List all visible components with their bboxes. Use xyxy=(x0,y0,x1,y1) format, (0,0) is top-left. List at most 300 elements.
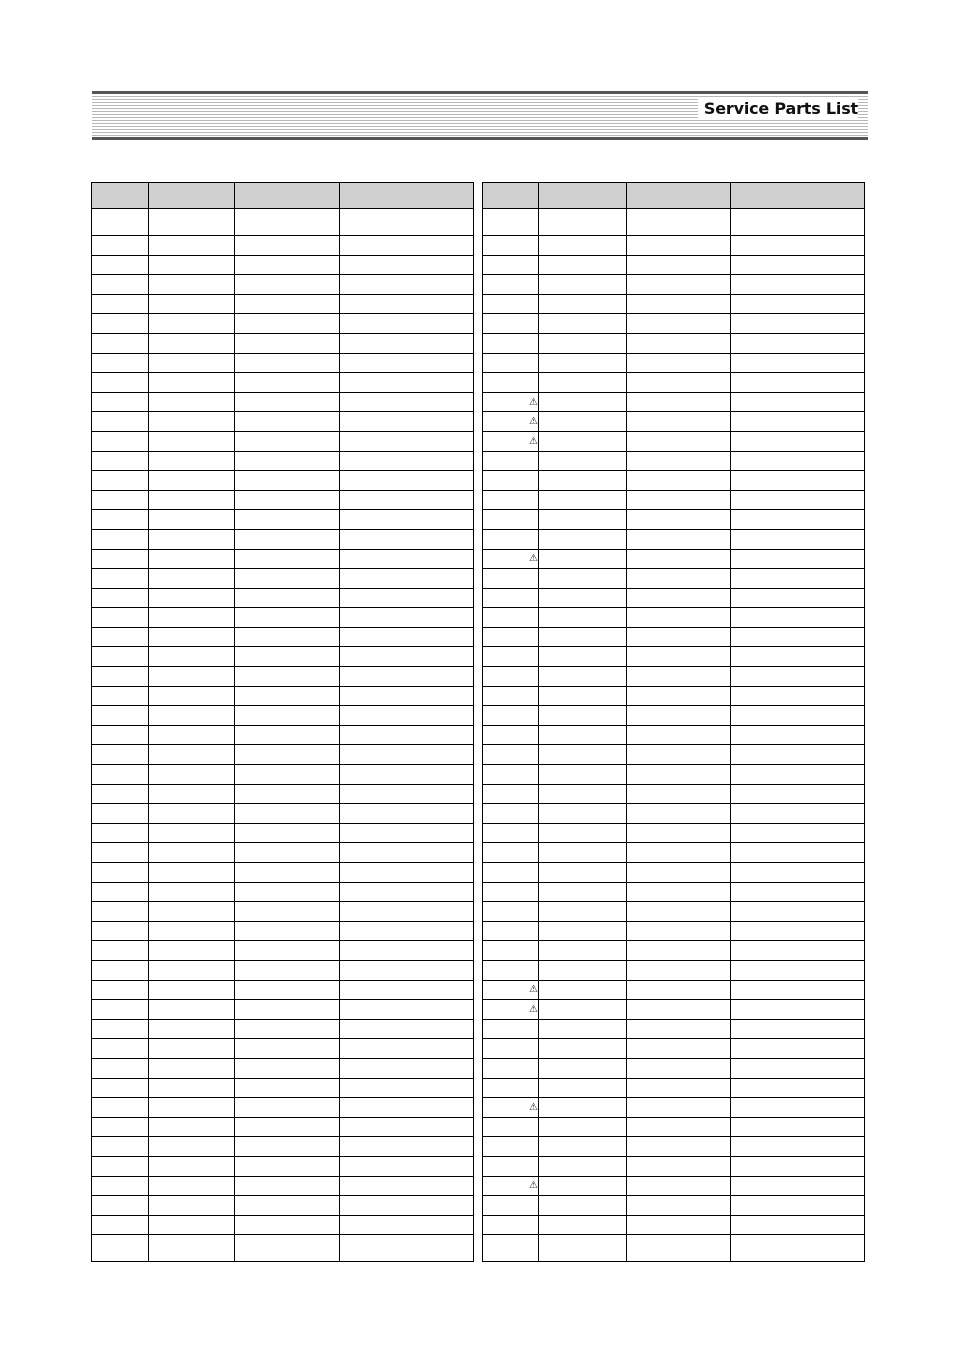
header-cell xyxy=(92,183,149,209)
table-cell xyxy=(340,941,474,961)
table-cell xyxy=(627,627,731,647)
table-row xyxy=(92,843,474,863)
table-cell xyxy=(235,804,340,824)
table-cell xyxy=(92,569,149,589)
table-cell xyxy=(235,1039,340,1059)
table-cell xyxy=(627,1137,731,1157)
table-cell xyxy=(731,588,865,608)
table-cell xyxy=(340,1156,474,1176)
table-cell xyxy=(627,1078,731,1098)
table-cell xyxy=(627,510,731,530)
table-cell xyxy=(731,863,865,883)
table-cell xyxy=(149,471,235,491)
table-row xyxy=(92,921,474,941)
table-cell xyxy=(627,451,731,471)
table-cell xyxy=(483,1078,539,1098)
table-cell xyxy=(483,823,539,843)
table-cell xyxy=(731,1176,865,1196)
table-cell xyxy=(627,471,731,491)
table-cell xyxy=(483,1117,539,1137)
table-cell xyxy=(149,882,235,902)
table-cell xyxy=(483,627,539,647)
table-cell xyxy=(627,863,731,883)
table-cell xyxy=(149,1176,235,1196)
table-cell xyxy=(483,843,539,863)
table-cell xyxy=(149,431,235,451)
table-cell xyxy=(340,529,474,549)
table-row xyxy=(483,647,865,667)
table-row xyxy=(483,431,865,451)
table-cell xyxy=(539,960,627,980)
header-cell xyxy=(149,183,235,209)
table-row xyxy=(92,784,474,804)
table-cell xyxy=(149,725,235,745)
table-cell xyxy=(235,490,340,510)
table-row xyxy=(92,569,474,589)
table-cell xyxy=(149,1000,235,1020)
header-cell xyxy=(340,183,474,209)
table-cell xyxy=(731,745,865,765)
table-cell xyxy=(340,1019,474,1039)
table-cell xyxy=(627,765,731,785)
table-cell xyxy=(92,373,149,393)
table-cell xyxy=(731,921,865,941)
table-cell xyxy=(539,451,627,471)
table-cell xyxy=(539,706,627,726)
table-row xyxy=(92,255,474,275)
table-cell xyxy=(627,209,731,236)
table-cell xyxy=(340,804,474,824)
table-cell xyxy=(235,843,340,863)
table-cell xyxy=(627,1196,731,1216)
table-cell xyxy=(149,1078,235,1098)
table-cell xyxy=(627,529,731,549)
table-cell xyxy=(483,1019,539,1039)
table-cell xyxy=(627,1215,731,1235)
table-cell xyxy=(340,314,474,334)
table-cell xyxy=(731,1078,865,1098)
table-row xyxy=(483,275,865,295)
header-cell xyxy=(539,183,627,209)
table-cell xyxy=(539,745,627,765)
table-cell xyxy=(539,823,627,843)
table-cell xyxy=(731,236,865,256)
table-cell xyxy=(92,255,149,275)
table-cell xyxy=(340,745,474,765)
table-cell xyxy=(539,549,627,569)
table-cell xyxy=(92,1098,149,1118)
table-row xyxy=(92,627,474,647)
table-cell xyxy=(149,490,235,510)
table-cell xyxy=(235,1137,340,1157)
table-cell xyxy=(483,412,539,432)
table-cell xyxy=(340,608,474,628)
table-row xyxy=(483,667,865,687)
table-cell xyxy=(149,921,235,941)
table-cell xyxy=(627,823,731,843)
table-cell xyxy=(483,941,539,961)
parts-table-right-body xyxy=(483,209,865,1262)
warning-triangle-icon: ⚠ xyxy=(529,1101,538,1113)
table-cell xyxy=(627,647,731,667)
table-row xyxy=(92,1000,474,1020)
table-row xyxy=(483,960,865,980)
table-row xyxy=(483,1098,865,1118)
table-cell xyxy=(149,1117,235,1137)
table-cell xyxy=(731,314,865,334)
table-cell xyxy=(539,980,627,1000)
table-cell xyxy=(539,275,627,295)
warning-triangle-icon: ⚠ xyxy=(529,1003,538,1015)
table-cell xyxy=(149,902,235,922)
table-cell xyxy=(627,941,731,961)
table-row xyxy=(92,804,474,824)
table-cell xyxy=(340,549,474,569)
table-cell xyxy=(731,980,865,1000)
table-row xyxy=(92,1235,474,1262)
table-cell xyxy=(539,686,627,706)
table-cell xyxy=(539,353,627,373)
table-cell xyxy=(92,823,149,843)
table-cell xyxy=(235,236,340,256)
table-cell xyxy=(483,510,539,530)
table-row xyxy=(483,1235,865,1262)
table-cell xyxy=(627,412,731,432)
table-row xyxy=(92,980,474,1000)
table-cell xyxy=(149,275,235,295)
warning-triangle-icon: ⚠ xyxy=(529,1180,538,1192)
table-cell xyxy=(92,1215,149,1235)
table-cell xyxy=(539,1117,627,1137)
table-cell xyxy=(731,392,865,412)
table-cell xyxy=(149,686,235,706)
table-cell xyxy=(235,863,340,883)
table-cell xyxy=(731,353,865,373)
table-cell xyxy=(340,451,474,471)
table-cell xyxy=(235,784,340,804)
table-cell xyxy=(483,863,539,883)
table-cell xyxy=(92,392,149,412)
table-cell xyxy=(92,294,149,314)
table-cell xyxy=(539,255,627,275)
table-cell xyxy=(149,1098,235,1118)
table-cell xyxy=(731,275,865,295)
table-cell xyxy=(483,804,539,824)
table-cell xyxy=(483,765,539,785)
table-cell xyxy=(235,431,340,451)
table-cell xyxy=(627,1117,731,1137)
table-cell xyxy=(235,412,340,432)
table-cell xyxy=(539,667,627,687)
table-cell xyxy=(149,647,235,667)
table-cell xyxy=(340,471,474,491)
table-cell xyxy=(483,725,539,745)
table-cell xyxy=(539,1196,627,1216)
table-cell xyxy=(483,569,539,589)
table-cell xyxy=(539,471,627,491)
table-cell xyxy=(483,209,539,236)
table-cell xyxy=(340,373,474,393)
table-cell xyxy=(539,209,627,236)
table-cell xyxy=(340,588,474,608)
table-cell xyxy=(483,706,539,726)
table-row xyxy=(483,823,865,843)
table-cell xyxy=(235,569,340,589)
table-row xyxy=(483,804,865,824)
table-cell xyxy=(235,823,340,843)
table-cell xyxy=(731,1156,865,1176)
table-cell xyxy=(235,471,340,491)
table-cell xyxy=(483,294,539,314)
table-cell xyxy=(483,980,539,1000)
table-cell xyxy=(340,686,474,706)
table-cell xyxy=(235,1117,340,1137)
table-cell xyxy=(627,549,731,569)
table-cell xyxy=(340,1235,474,1262)
table-cell xyxy=(92,784,149,804)
table-row xyxy=(92,510,474,530)
table-cell xyxy=(483,960,539,980)
table-row xyxy=(92,823,474,843)
table-cell xyxy=(539,1058,627,1078)
table-row xyxy=(483,569,865,589)
table-cell xyxy=(627,353,731,373)
table-cell xyxy=(235,941,340,961)
table-cell xyxy=(149,667,235,687)
table-cell xyxy=(340,275,474,295)
table-cell xyxy=(149,569,235,589)
table-cell xyxy=(483,451,539,471)
table-cell xyxy=(483,1196,539,1216)
table-row xyxy=(483,745,865,765)
table-cell xyxy=(235,765,340,785)
table-row xyxy=(92,725,474,745)
table-cell xyxy=(483,275,539,295)
table-cell xyxy=(539,1000,627,1020)
table-cell xyxy=(731,608,865,628)
table-cell xyxy=(149,706,235,726)
table-cell xyxy=(483,373,539,393)
table-cell xyxy=(340,706,474,726)
table-row xyxy=(92,1058,474,1078)
table-cell xyxy=(149,941,235,961)
table-cell xyxy=(235,706,340,726)
table-cell xyxy=(627,1235,731,1262)
table-row xyxy=(92,209,474,236)
table-row xyxy=(92,392,474,412)
table-cell xyxy=(483,333,539,353)
table-cell xyxy=(539,412,627,432)
table-cell xyxy=(539,1215,627,1235)
table-cell xyxy=(731,667,865,687)
table-cell xyxy=(149,209,235,236)
table-row xyxy=(92,941,474,961)
table-row xyxy=(483,209,865,236)
table-cell xyxy=(731,784,865,804)
page-header xyxy=(92,91,868,141)
table-cell xyxy=(92,471,149,491)
table-cell xyxy=(340,980,474,1000)
table-row xyxy=(92,745,474,765)
table-cell xyxy=(731,1058,865,1078)
table-cell xyxy=(92,725,149,745)
table-cell xyxy=(627,1098,731,1118)
table-cell xyxy=(92,1196,149,1216)
table-row xyxy=(483,353,865,373)
table-cell xyxy=(235,686,340,706)
table-cell xyxy=(483,1176,539,1196)
table-cell xyxy=(340,431,474,451)
table-cell xyxy=(539,490,627,510)
table-cell xyxy=(235,1078,340,1098)
table-cell xyxy=(340,490,474,510)
table-row xyxy=(92,902,474,922)
table-row xyxy=(483,255,865,275)
table-cell xyxy=(235,882,340,902)
table-row xyxy=(92,490,474,510)
table-row xyxy=(92,1176,474,1196)
table-cell xyxy=(731,549,865,569)
table-cell xyxy=(539,627,627,647)
table-cell xyxy=(483,1156,539,1176)
table-cell xyxy=(483,314,539,334)
table-cell xyxy=(731,647,865,667)
table-cell xyxy=(340,1098,474,1118)
warning-triangle-icon: ⚠ xyxy=(529,416,538,428)
table-cell xyxy=(627,490,731,510)
warning-triangle-icon: ⚠ xyxy=(529,984,538,996)
table-cell xyxy=(627,333,731,353)
table-cell xyxy=(340,569,474,589)
table-cell xyxy=(627,1176,731,1196)
table-cell xyxy=(340,725,474,745)
table-row xyxy=(92,549,474,569)
table-cell xyxy=(627,706,731,726)
table-cell xyxy=(92,941,149,961)
table-cell xyxy=(340,294,474,314)
table-cell xyxy=(92,745,149,765)
table-cell xyxy=(483,471,539,491)
table-row xyxy=(483,902,865,922)
table-cell xyxy=(340,843,474,863)
table-cell xyxy=(483,549,539,569)
table-cell xyxy=(539,588,627,608)
table-cell xyxy=(340,1000,474,1020)
table-cell xyxy=(235,1098,340,1118)
table-cell xyxy=(731,823,865,843)
table-cell xyxy=(235,392,340,412)
table-cell xyxy=(731,209,865,236)
table-cell xyxy=(149,588,235,608)
table-row xyxy=(483,510,865,530)
table-cell xyxy=(539,647,627,667)
table-cell xyxy=(731,627,865,647)
table-cell xyxy=(92,706,149,726)
table-row xyxy=(92,588,474,608)
table-row xyxy=(92,667,474,687)
table-cell xyxy=(235,960,340,980)
table-cell xyxy=(149,1196,235,1216)
table-cell xyxy=(539,569,627,589)
table-cell xyxy=(483,1098,539,1118)
table-cell xyxy=(539,608,627,628)
table-cell xyxy=(340,960,474,980)
table-row xyxy=(483,784,865,804)
parts-table-left-body xyxy=(92,209,474,1262)
table-row xyxy=(92,1156,474,1176)
table-cell xyxy=(340,765,474,785)
header-cell xyxy=(483,183,539,209)
table-row xyxy=(92,314,474,334)
table-cell xyxy=(731,1137,865,1157)
table-cell xyxy=(235,255,340,275)
table-cell xyxy=(235,275,340,295)
table-cell xyxy=(731,960,865,980)
table-row xyxy=(483,686,865,706)
table-cell xyxy=(92,843,149,863)
table-cell xyxy=(731,941,865,961)
table-cell xyxy=(340,255,474,275)
table-cell xyxy=(539,236,627,256)
table-cell xyxy=(483,529,539,549)
table-cell xyxy=(731,569,865,589)
table-row xyxy=(483,980,865,1000)
table-cell xyxy=(235,333,340,353)
table-cell xyxy=(731,1117,865,1137)
table-cell xyxy=(627,275,731,295)
header-cell xyxy=(235,183,340,209)
table-cell xyxy=(149,863,235,883)
table-row xyxy=(92,1196,474,1216)
table-cell xyxy=(483,921,539,941)
table-cell xyxy=(235,451,340,471)
table-cell xyxy=(92,510,149,530)
table-cell xyxy=(340,1039,474,1059)
table-cell xyxy=(483,490,539,510)
table-cell xyxy=(149,451,235,471)
table-cell xyxy=(627,843,731,863)
table-cell xyxy=(149,1156,235,1176)
table-cell xyxy=(149,236,235,256)
table-cell xyxy=(483,1039,539,1059)
table-cell xyxy=(483,1137,539,1157)
table-cell xyxy=(731,1215,865,1235)
table-cell xyxy=(92,236,149,256)
table-cell xyxy=(627,236,731,256)
table-cell xyxy=(149,333,235,353)
table-row xyxy=(92,1098,474,1118)
table-cell xyxy=(340,353,474,373)
table-cell xyxy=(92,667,149,687)
table-row xyxy=(92,451,474,471)
table-cell xyxy=(731,471,865,491)
table-cell xyxy=(627,1058,731,1078)
table-cell xyxy=(92,412,149,432)
table-cell xyxy=(92,1039,149,1059)
table-cell xyxy=(539,804,627,824)
table-cell xyxy=(539,941,627,961)
table-row xyxy=(92,471,474,491)
table-row xyxy=(483,941,865,961)
table-cell xyxy=(731,1098,865,1118)
table-cell xyxy=(92,686,149,706)
table-cell xyxy=(731,843,865,863)
table-cell xyxy=(627,1000,731,1020)
table-row xyxy=(483,412,865,432)
table-cell xyxy=(483,588,539,608)
table-cell xyxy=(483,686,539,706)
table-row xyxy=(483,608,865,628)
